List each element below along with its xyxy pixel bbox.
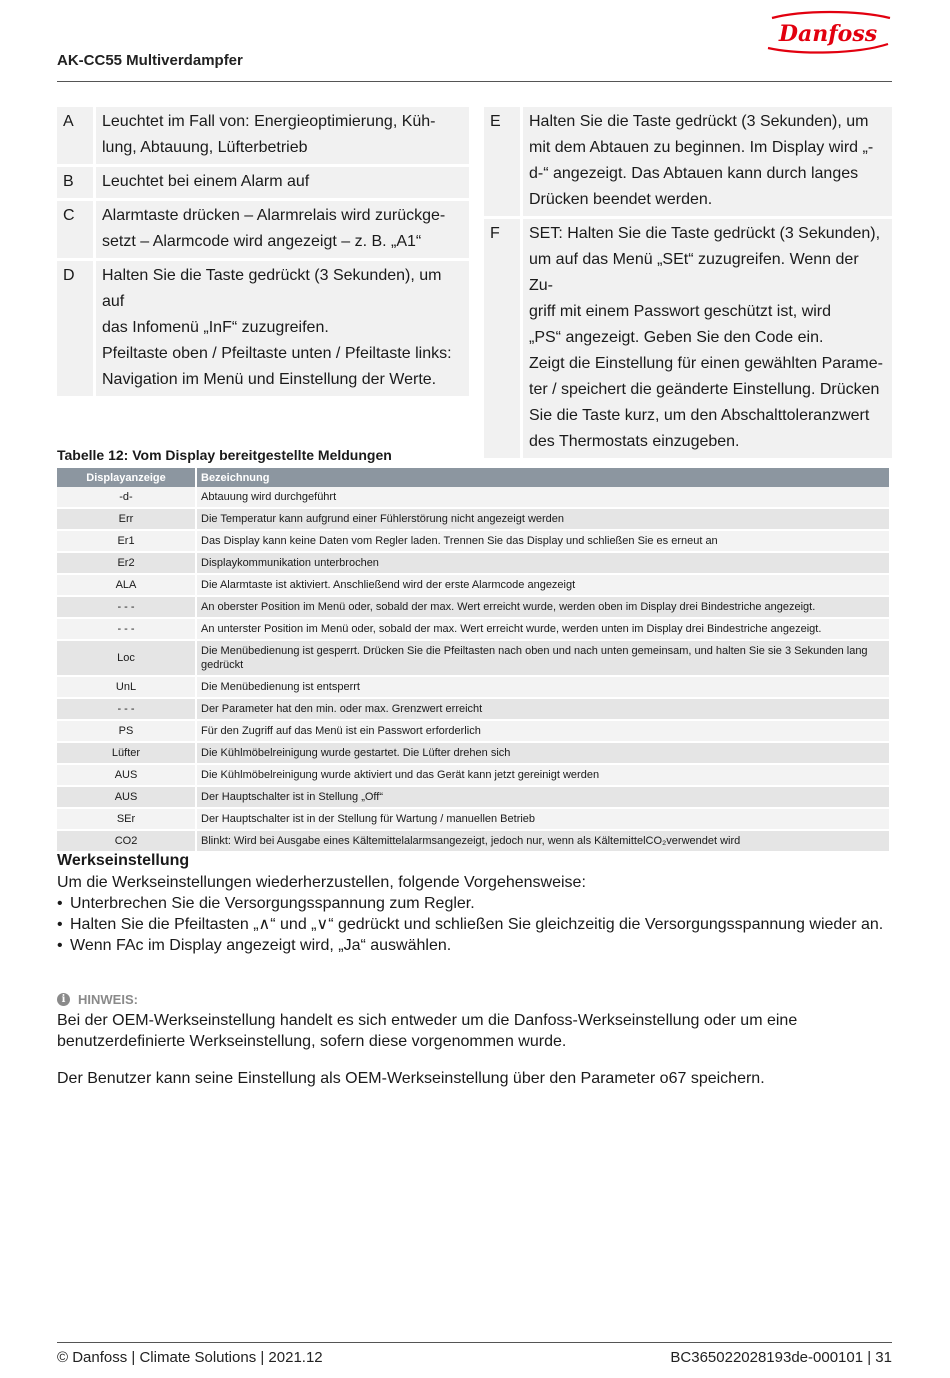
footer-rule [57,1342,892,1343]
display-code: ALA [57,574,196,596]
display-code: Er2 [57,552,196,574]
display-code: SEr [57,808,196,830]
display-code: PS [57,720,196,742]
legend-row [57,107,469,164]
table-row [57,487,890,508]
table-row [57,676,890,698]
display-code: -d- [57,487,196,508]
legend-row [484,219,892,458]
table-row [57,574,890,596]
table-row [57,786,890,808]
legend-text: Halten Sie die Taste gedrückt (3 Sekunden), um auf das Infomenü „InF“ zuzugreifen. Pfeiltaste oben / Pfeiltaste unten / Pfeiltaste links: Navigation im Menü und Einstellung der Werte. [96,261,469,396]
display-description: Die Kühlmöbelreinigung wurde aktiviert und das Gerät kann jetzt gereinigt werden [196,764,890,786]
legend-row [57,167,469,198]
list-item: • Unterbrechen Sie die Versorgungsspannung zum Regler. [57,893,892,914]
display-code: - - - [57,618,196,640]
section-title-werkseinstellung: Werkseinstellung [57,852,190,869]
legend-text: SET: Halten Sie die Taste gedrückt (3 Sekunden), um auf das Menü „SEt“ zuzugreifen. Wenn der Zu- griff mit einem Passwort geschützt ist, wird „PS“ angezeigt. Geben Sie den Code ein. Zeigt die Einstellung für einen gewählten Parame- ter / speichert die geänderte Einstellung. Drücken Sie die Taste kurz, um den Abschalttoleranzwert des Thermostats einzugeben. [523,219,892,458]
legend-key: E [484,107,520,216]
legend-text: Leuchtet im Fall von: Energieoptimierung, Küh- lung, Abtauung, Lüfterbetrieb [96,107,469,164]
display-description: Die Menübedienung ist gesperrt. Drücken Sie die Pfeiltasten nach oben und nach unten gemeinsam, und halten Sie sie 3 Sekunden lang gedrückt [196,640,890,676]
display-description: An unterster Position im Menü oder, sobald der max. Wert erreicht wurde, werden unten im Display drei Bindestriche angezeigt. [196,618,890,640]
table-row [57,508,890,530]
header-rule [57,81,892,82]
table-row [57,698,890,720]
legend-right [484,104,892,461]
display-code: Loc [57,640,196,676]
display-description: Die Temperatur kann aufgrund einer Fühlerstörung nicht angezeigt werden [196,508,890,530]
display-code: CO2 [57,830,196,852]
legend-row [484,107,892,216]
display-code: Err [57,508,196,530]
display-code: Lüfter [57,742,196,764]
list-item: • Wenn FAc im Display angezeigt wird, „Ja“ auswählen. [57,935,892,956]
legend-key: A [57,107,93,164]
legend-left [57,104,469,399]
display-description: Blinkt: Wird bei Ausgabe eines Kältemittelalarmsangezeigt, jedoch nur, wenn als KältemittelCO₂verwendet wird [196,830,890,852]
display-description: Displaykommunikation unterbrochen [196,552,890,574]
list-item: • Halten Sie die Pfeiltasten „∧“ und „∨“ gedrückt und schließen Sie gleichzeitig die Versorgungsspannung wieder an. [57,914,892,935]
table-row [57,720,890,742]
footer-doc-number: BC365022028193de-000101 | 31 [670,1349,892,1366]
legend-key: F [484,219,520,458]
legend-text: Leuchtet bei einem Alarm auf [96,167,469,198]
danfoss-logo-icon [762,8,894,56]
footer-copyright: © Danfoss | Climate Solutions | 2021.12 [57,1349,323,1366]
note-heading [57,992,138,1007]
table-row [57,552,890,574]
display-description: Abtauung wird durchgeführt [196,487,890,508]
legend-key: D [57,261,93,396]
table-row [57,596,890,618]
display-code: Er1 [57,530,196,552]
table-row [57,530,890,552]
display-code: AUS [57,764,196,786]
display-description: Die Alarmtaste ist aktiviert. Anschließend wird der erste Alarmcode angezeigt [196,574,890,596]
legend-key: B [57,167,93,198]
display-code: - - - [57,596,196,618]
display-description: Der Hauptschalter ist in der Stellung für Wartung / manuellen Betrieb [196,808,890,830]
display-messages-table [57,468,891,853]
table-row [57,742,890,764]
display-description: An oberster Position im Menü oder, sobald der max. Wert erreicht wurde, werden oben im Display drei Bindestriche angezeigt. [196,596,890,618]
display-code: AUS [57,786,196,808]
table-row [57,640,890,676]
column-header-display: Displayanzeige [57,468,196,487]
legend-key: C [57,201,93,258]
display-description: Das Display kann keine Daten vom Regler laden. Trennen Sie das Display und schließen Sie es erneut an [196,530,890,552]
svg-text:Danfoss: Danfoss [778,21,878,47]
note-text: Bei der OEM-Werkseinstellung handelt es sich entweder um die Danfoss-Werkseinstellung oder um eine benutzerdefinierte Werkseinstellung, sofern diese vorgenommen wurde. [57,1012,798,1050]
display-description: Die Menübedienung ist entsperrt [196,676,890,698]
legend-row [57,201,469,258]
display-code: - - - [57,698,196,720]
display-description: Die Kühlmöbelreinigung wurde gestartet. Die Lüfter drehen sich [196,742,890,764]
table-row [57,764,890,786]
werkseinstellung-steps [57,893,892,956]
column-header-description: Bezeichnung [196,468,890,487]
display-description: Der Hauptschalter ist in Stellung „Off“ [196,786,890,808]
display-code: UnL [57,676,196,698]
note-text-2: Der Benutzer kann seine Einstellung als OEM-Werkseinstellung über den Parameter o67 speichern. [57,1070,765,1087]
display-description: Für den Zugriff auf das Menü ist ein Passwort erforderlich [196,720,890,742]
table-row [57,830,890,852]
table-row [57,808,890,830]
legend-row [57,261,469,396]
table-caption: Tabelle 12: Vom Display bereitgestellte Meldungen [57,447,392,463]
table-row [57,618,890,640]
werkseinstellung-intro: Um die Werkseinstellungen wiederherzustellen, folgende Vorgehensweise: [57,874,586,891]
note-label: HINWEIS: [78,992,138,1007]
legend-text: Alarmtaste drücken – Alarmrelais wird zurückge- setzt – Alarmcode wird angezeigt – z. B. „A1“ [96,201,469,258]
document-title: AK-CC55 Multiverdampfer [57,52,243,69]
legend-text: Halten Sie die Taste gedrückt (3 Sekunden), um mit dem Abtauen zu beginnen. Im Display wird „- d-“ angezeigt. Das Abtauen kann durch langes Drücken beendet werden. [523,107,892,216]
info-icon: i [57,993,70,1006]
display-description: Der Parameter hat den min. oder max. Grenzwert erreicht [196,698,890,720]
